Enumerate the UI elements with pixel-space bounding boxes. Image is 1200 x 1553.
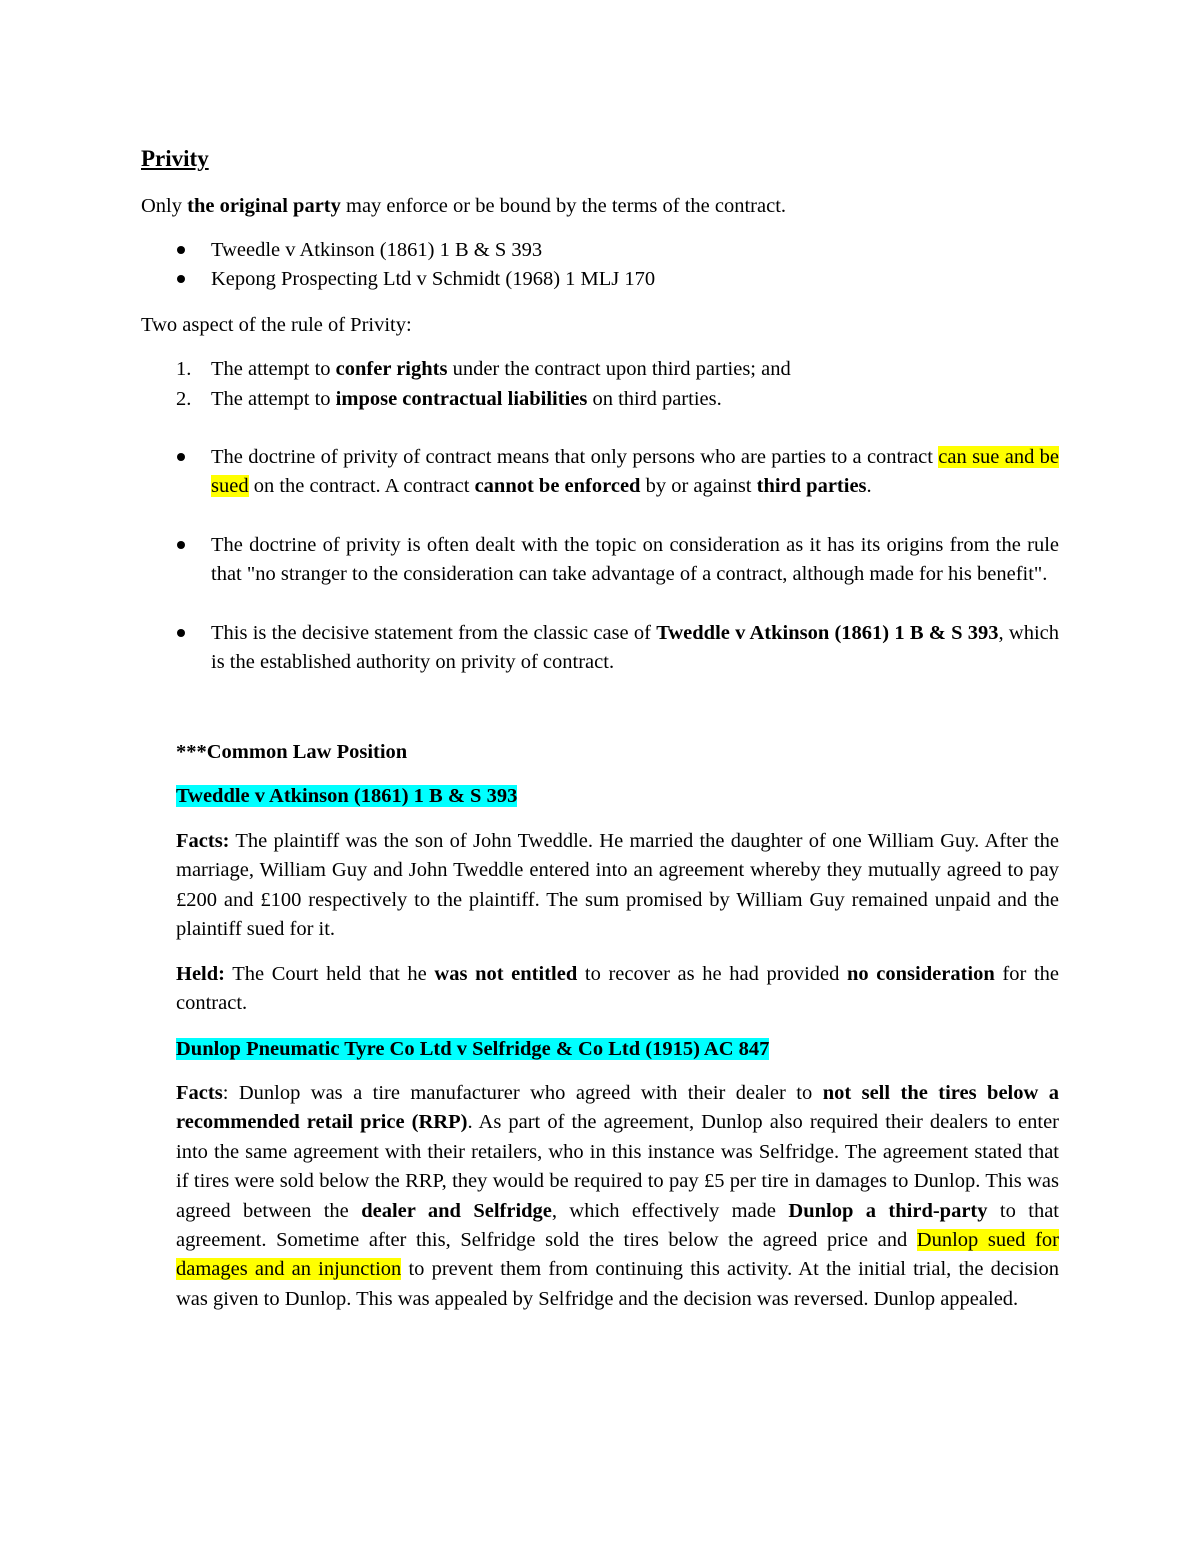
list-number: 2. bbox=[176, 388, 192, 410]
bullet-icon bbox=[177, 275, 185, 283]
bullet-icon bbox=[177, 629, 185, 637]
intro-text-end: may enforce or be bound by the terms of the contract. bbox=[340, 195, 787, 217]
case1-facts: Facts: The plaintiff was the son of John Tweddle. He married the daughter of one William Guy. After the marriage, William Guy and John Tweddle entered into an agreement whereby they mutually agreed to pay £200 and £100 respectively to the plaintiff. The sum promised by William Guy remained unpaid and the plaintiff sued for it. bbox=[176, 830, 1059, 941]
intro-bold: the original party bbox=[187, 195, 341, 217]
case1-held: Held: The Court held that he was not entitled to recover as he had provided no consideration for the contract. bbox=[176, 963, 1059, 1015]
case2-facts: Facts: Dunlop was a tire manufacturer who agreed with their dealer to not sell the tires below a recommended retail price (RRP). As part of the agreement, Dunlop also required their dealers to enter into the same agreement with their retailers, who in this instance was Selfridge. The agreement stated that if tires were sold below the RRP, they would be required to pay £5 per tire in damages to Dunlop. This was agreed between the dealer and Selfridge, which effectively made Dunlop a third-party to that agreement. Sometime after this, Selfridge sold the tires below the agreed price and Dunlop sued for damages and an injunction to prevent them from continuing this activity. At the initial trial, the decision was given to Dunlop. This was appealed by Selfridge and the decision was reversed. Dunlop appealed. bbox=[176, 1082, 1059, 1310]
bullet-icon bbox=[177, 541, 185, 549]
case-title: Tweddle v Atkinson (1861) 1 B & S 393 bbox=[176, 785, 518, 807]
aspects-intro: Two aspect of the rule of Privity: bbox=[141, 314, 412, 336]
intro-paragraph bbox=[141, 192, 786, 221]
doctrine-bullet-2: The doctrine of privity is often dealt with the topic on consideration as it has its origins from the rule that "no stranger to the consideration can take advantage of a contract, although made for his benefit". bbox=[211, 534, 1059, 586]
highlight-text: can sue and be sued bbox=[211, 446, 1059, 498]
case-list-item: Kepong Prospecting Ltd v Schmidt (1968) 1 MLJ 170 bbox=[211, 268, 656, 290]
bullet-icon bbox=[177, 453, 185, 461]
case-title: Dunlop Pneumatic Tyre Co Ltd v Selfridge & Co Ltd (1915) AC 847 bbox=[176, 1038, 770, 1060]
section-heading: ***Common Law Position bbox=[176, 741, 408, 763]
doctrine-bullet-3: This is the decisive statement from the classic case of Tweddle v Atkinson (1861) 1 B & S 393, which is the established authority on privity of contract. bbox=[211, 622, 1059, 674]
case-list-item: Tweedle v Atkinson (1861) 1 B & S 393 bbox=[211, 239, 543, 261]
bullet-icon bbox=[177, 246, 185, 254]
aspect-item: The attempt to confer rights under the contract upon third parties; and bbox=[211, 358, 791, 380]
list-number: 1. bbox=[176, 358, 192, 380]
highlight-text: Dunlop sued for damages and an injunction bbox=[176, 1229, 1059, 1281]
page-title: Privity bbox=[141, 146, 209, 171]
aspect-item: The attempt to impose contractual liabilities on third parties. bbox=[211, 388, 722, 410]
intro-text: Only bbox=[141, 195, 188, 217]
doctrine-bullet-1: The doctrine of privity of contract means that only persons who are parties to a contract can sue and be sued on the contract. A contract cannot be enforced by or against third parties. bbox=[211, 446, 1059, 498]
